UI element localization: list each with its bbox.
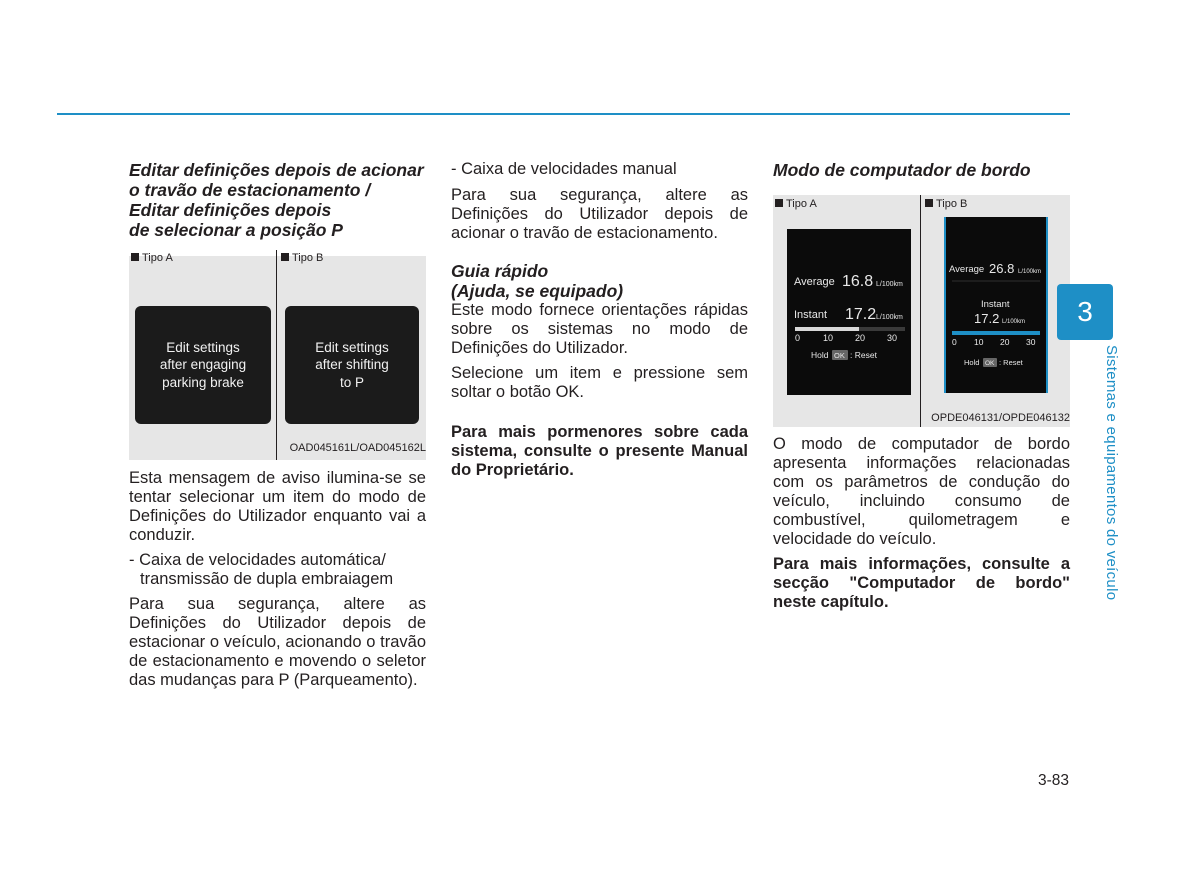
- scale-tick: 0: [952, 337, 957, 347]
- paragraph: Este modo fornece orientações rápidas sobre os sistemas no modo de Definições do Utilizador.: [451, 301, 748, 357]
- scale-tick: 20: [1000, 337, 1010, 347]
- figure-label-type-a: Tipo A: [775, 198, 817, 210]
- paragraph: Selecione um item e pressione sem soltar o botão OK.: [451, 364, 748, 401]
- screen-text: to P: [339, 374, 364, 390]
- screen-text: Edit settings: [166, 339, 240, 355]
- page-number: 3-83: [1037, 772, 1069, 789]
- average-value: 26.8: [989, 261, 1015, 276]
- header-rule: [57, 113, 1070, 115]
- instant-unit: L/100km: [876, 314, 903, 321]
- screen-text: after engaging: [159, 357, 247, 373]
- scale-tick: 0: [795, 333, 801, 343]
- note-bold: Para mais pormenores sobre cada sistema, consulte o presente Manual do Proprietário.: [451, 423, 748, 479]
- screen-text: parking brake: [162, 374, 244, 390]
- scale-tick: 10: [974, 337, 984, 347]
- heading-line: Guia rápido: [451, 261, 549, 281]
- figure-divider: [920, 195, 921, 427]
- heading-line: Editar definições depois: [129, 200, 332, 220]
- list-item-automatic-gearbox: [129, 551, 426, 589]
- heading-line: Editar definições depois de acionar: [129, 160, 424, 180]
- instant-bar-fill: [795, 327, 859, 331]
- ok-text: OK: [834, 351, 845, 360]
- instant-bar-fill: [952, 331, 1040, 335]
- average-label: Average: [794, 276, 835, 288]
- figure-code: OPDE046131/OPDE046132: [931, 412, 1070, 424]
- list-item-line: - Caixa de velocidades automática/: [129, 551, 386, 569]
- cluster-display-type-b: [944, 217, 1048, 393]
- list-item-line: transmissão de dupla embraiagem: [140, 570, 394, 588]
- reset-text: : Reset: [999, 358, 1023, 367]
- paragraph: Esta mensagem de aviso ilumina-se se tentar selecionar um item do modo de Definições do Utilizador enquanto vai a conduzir.: [129, 469, 426, 544]
- note-bold: Para mais informações, consulte a secção "Computador de bordo" neste capítulo.: [773, 555, 1070, 611]
- hold-text: Hold: [811, 350, 829, 360]
- hold-text: Hold: [964, 358, 980, 367]
- figure-label-type-b: Tipo B: [281, 252, 323, 264]
- figure-divider: [276, 250, 277, 460]
- paragraph: Para sua segurança, altere as Definições do Utilizador depois de estacionar o veículo, acionando o travão de estacionamento e movendo o seletor das mudanças para P (Parqueamento).: [129, 595, 426, 689]
- scale-tick: 10: [823, 333, 834, 343]
- chapter-tab: 3: [1057, 284, 1113, 340]
- figure-label-type-b: Tipo B: [925, 198, 967, 210]
- column-2: [451, 160, 748, 480]
- instant-value: 17.2: [974, 311, 1000, 326]
- section-heading-edit-settings: [129, 160, 426, 240]
- display-screen-type-a: [135, 306, 271, 424]
- instant-value: 17.2: [845, 306, 877, 323]
- heading-line: o travão de estacionamento /: [129, 180, 371, 200]
- section-heading-trip-computer: [773, 160, 1070, 180]
- average-unit: L/100km: [1018, 269, 1042, 275]
- scale-tick: 30: [887, 333, 898, 343]
- display-screen-type-b: [285, 306, 419, 424]
- paragraph: O modo de computador de bordo apresenta informações relacionadas com os parâmetros de condução do veículo, incluindo consumo de combustível, quilometragem e velocidade do veículo.: [773, 435, 1070, 548]
- section-heading-quick-guide: [451, 261, 748, 301]
- scale-tick: 30: [1026, 337, 1036, 347]
- reset-text: : Reset: [850, 350, 877, 360]
- average-value: 16.8: [842, 273, 874, 290]
- screen-text: Edit settings: [315, 339, 389, 355]
- list-item-manual-gearbox: - Caixa de velocidades manual: [451, 160, 677, 178]
- instant-unit: L/100km: [1002, 319, 1026, 325]
- instant-label: Instant: [981, 299, 1010, 310]
- figure-code: OAD045161L/OAD045162L: [289, 442, 426, 454]
- screen-text: after shifting: [315, 357, 389, 373]
- column-1: [129, 160, 426, 690]
- heading-line: (Ajuda, se equipado): [451, 281, 624, 301]
- figure-label-type-a: Tipo A: [131, 252, 173, 264]
- column-3: [773, 160, 1070, 612]
- scale-tick: 20: [855, 333, 866, 343]
- paragraph: Para sua segurança, altere as Definições do Utilizador depois de acionar o travão de estacionamento.: [451, 186, 748, 242]
- figure-trip-computer: [773, 195, 1070, 427]
- average-unit: L/100km: [876, 281, 903, 288]
- figure-edit-settings: [129, 252, 426, 460]
- chapter-title-vertical: Sistemas e equipamentos do veículo: [1103, 345, 1120, 601]
- cluster-display-type-a: [787, 229, 911, 395]
- instant-label: Instant: [794, 309, 828, 321]
- ok-text: OK: [985, 360, 995, 367]
- heading-line: de selecionar a posição P: [129, 220, 343, 240]
- average-label: Average: [949, 264, 985, 275]
- heading-line: Modo de computador de bordo: [773, 160, 1031, 180]
